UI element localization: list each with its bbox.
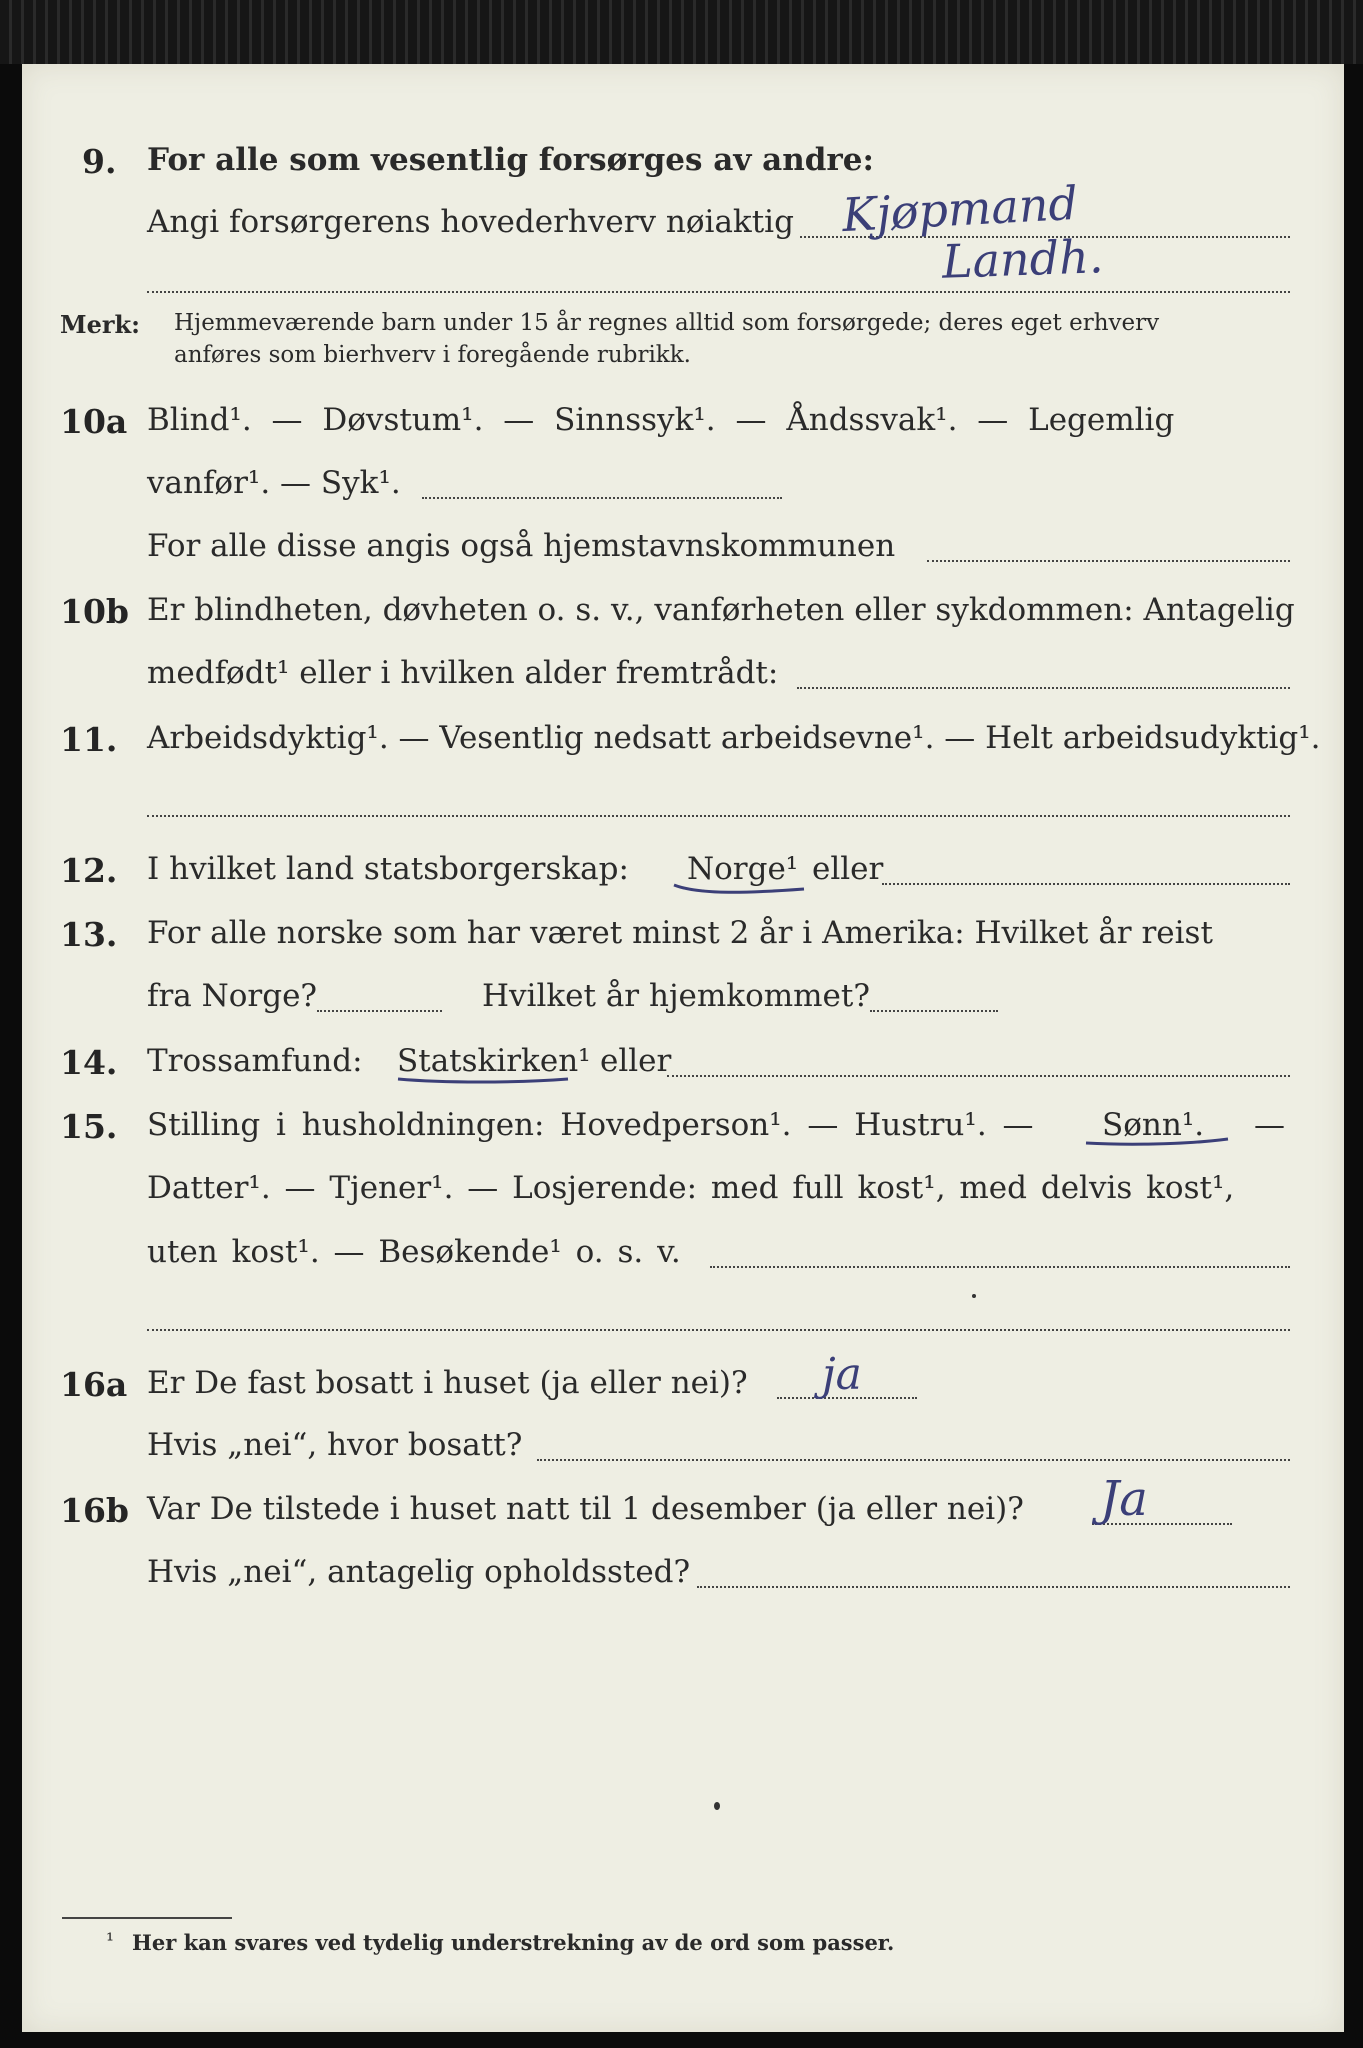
question-text: Er De fast bosatt i huset (ja eller nei)? xyxy=(147,1365,748,1401)
question-text: eller xyxy=(600,1043,672,1079)
question-number: 12. xyxy=(60,851,118,890)
selected-option-sonn: Sønn¹. xyxy=(1102,1107,1205,1143)
footnote-text: Her kan svares ved tydelig understrekning av de ord som passer. xyxy=(132,1930,895,1955)
answer-line xyxy=(710,1266,1290,1268)
census-form-page xyxy=(22,64,1344,2032)
question-text: Trossamfund: xyxy=(147,1043,363,1079)
answer-line xyxy=(882,883,1290,885)
question-15-row-2 xyxy=(22,1164,1344,1212)
answer-line xyxy=(667,1075,1290,1077)
question-text: fra Norge? xyxy=(147,978,318,1014)
note-text: Hjemmeværende barn under 15 år regnes alltid som forsørgede; deres eget erhverv xyxy=(174,310,1160,336)
question-16a-row xyxy=(22,1349,1344,1407)
question-13-row xyxy=(22,909,1344,957)
answer-line xyxy=(147,291,1290,293)
question-text: — xyxy=(1254,1107,1285,1143)
question-13-row-2 xyxy=(22,972,1344,1020)
question-text: Hvilket år hjemkommet? xyxy=(482,978,870,1014)
answer-line xyxy=(317,1010,442,1012)
answer-line xyxy=(927,560,1290,562)
question-number: 10a xyxy=(60,402,128,441)
question-text: For alle disse angis også hjemstavnskommunen xyxy=(147,528,896,564)
note-row-2 xyxy=(22,336,1344,384)
question-number: 11. xyxy=(60,720,118,759)
question-16b-row xyxy=(22,1471,1344,1533)
question-text: uten kost¹. — Besøkende¹ o. s. v. xyxy=(147,1234,681,1270)
question-number: 10b xyxy=(60,592,129,631)
handwritten-answer: Landh. xyxy=(941,229,1105,289)
question-text: Angi forsørgerens hovederhverv nøiaktig xyxy=(147,204,794,240)
question-text: For alle som vesentlig forsørges av andre: xyxy=(147,142,874,178)
question-15-row xyxy=(22,1101,1344,1149)
question-text: eller xyxy=(812,851,884,887)
question-10b-row-2 xyxy=(22,649,1344,697)
question-text: vanfør¹. — Syk¹. xyxy=(147,465,401,501)
question-text: I hvilket land statsborgerskap: xyxy=(147,851,629,887)
handwritten-answer: Kjøpmand xyxy=(840,175,1080,243)
question-text: Datter¹. — Tjener¹. — Losjerende: med full kost¹, med delvis kost¹, xyxy=(147,1170,1235,1206)
question-10b-row xyxy=(22,586,1344,634)
answer-line xyxy=(147,1329,1290,1331)
question-text: For alle norske som har været minst 2 år i Amerika: Hvilket år reist xyxy=(147,915,1213,951)
handwritten-underline xyxy=(394,1073,574,1093)
question-number: 13. xyxy=(60,915,118,954)
note-label: Merk: xyxy=(60,310,140,339)
question-10a-row-3 xyxy=(22,522,1344,570)
question-number: 16b xyxy=(60,1491,129,1530)
answer-line xyxy=(697,1586,1290,1588)
question-text: Er blindheten, døvheten o. s. v., vanførheten eller sykdommen: Antagelig xyxy=(147,592,1295,628)
question-text: Blind¹. — Døvstum¹. — Sinnssyk¹. — Åndssvak¹. — Legemlig xyxy=(147,402,1175,438)
answer-line xyxy=(537,1459,1290,1461)
handwritten-underline xyxy=(670,881,810,901)
note-text: anføres som bierhverv i foregående rubrikk. xyxy=(174,342,691,368)
question-text: Arbeidsdyktig¹. — Vesentlig nedsatt arbeidsevne¹. — Helt arbeidsudyktig¹. xyxy=(147,720,1321,756)
question-9-row-2 xyxy=(22,175,1344,246)
question-text: Var De tilstede i huset natt til 1 desember (ja eller nei)? xyxy=(147,1491,1024,1527)
question-text: medfødt¹ eller i hvilken alder fremtrådt: xyxy=(147,655,779,691)
question-text: Hvis „nei“, antagelig opholdssted? xyxy=(147,1554,691,1590)
handwritten-underline xyxy=(1082,1135,1232,1155)
handwritten-answer: ja xyxy=(822,1349,862,1400)
answer-line xyxy=(797,687,1290,689)
question-11-row xyxy=(22,714,1344,762)
question-16b-row-2 xyxy=(22,1548,1344,1596)
answer-line xyxy=(870,1010,998,1012)
footnote-row xyxy=(22,1926,1344,1974)
question-10a-row-2 xyxy=(22,459,1344,507)
question-number: 15. xyxy=(60,1107,118,1146)
footnote-rule xyxy=(62,1917,232,1919)
question-12-row xyxy=(22,845,1344,893)
ink-speck xyxy=(972,1294,976,1298)
answer-line xyxy=(147,815,1290,817)
question-text: Hvis „nei“, hvor bosatt? xyxy=(147,1427,523,1463)
question-15-row-3 xyxy=(22,1228,1344,1276)
question-number: 9. xyxy=(82,142,117,181)
question-number: 14. xyxy=(60,1043,118,1082)
question-number: 16a xyxy=(60,1365,128,1404)
selected-option-statskirken: Statskirken¹ xyxy=(397,1043,591,1079)
selected-option-norge: Norge¹ xyxy=(687,851,799,887)
handwritten-answer: Ja xyxy=(1100,1471,1148,1527)
scanner-top-border xyxy=(0,0,1363,64)
footnote-mark: ¹ xyxy=(106,1928,115,1952)
question-text: Stilling i husholdningen: Hovedperson¹. — Hustru¹. — xyxy=(147,1107,1034,1143)
ink-speck xyxy=(714,1802,720,1810)
question-10a-row xyxy=(22,396,1344,444)
question-9-row xyxy=(22,136,1344,184)
answer-line xyxy=(422,497,782,499)
question-16a-row-2 xyxy=(22,1421,1344,1469)
question-14-row xyxy=(22,1037,1344,1085)
